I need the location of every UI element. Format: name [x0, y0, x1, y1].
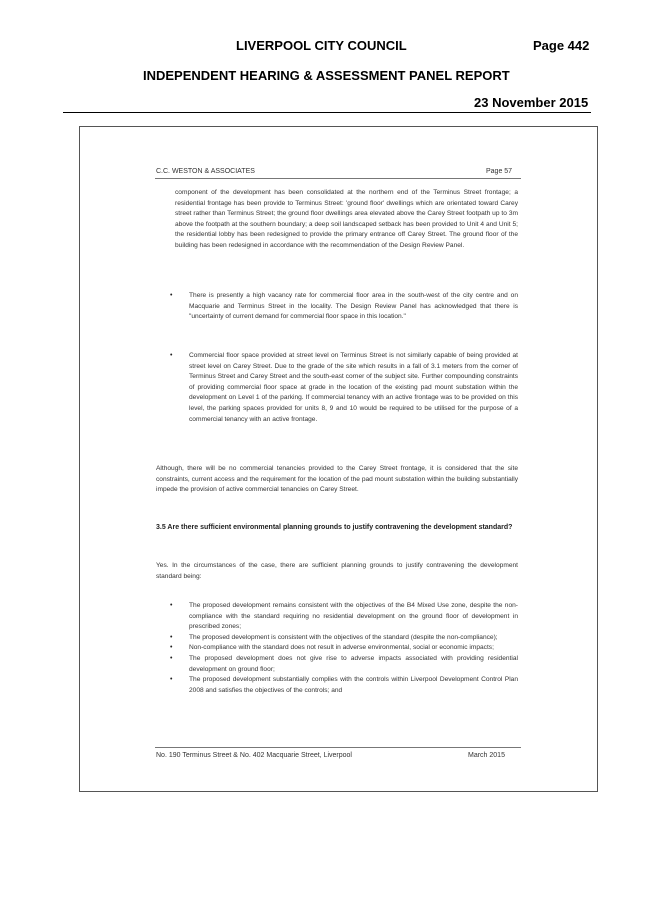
bullet-list-commercial [170, 351, 518, 425]
bullet-text: The proposed development substantially complies with the controls within Liverpool Development Control Plan 2008 and satisfies the objectives of the controls; and [189, 676, 518, 694]
bullet-text: The proposed development does not give rise to adverse impacts associated with providing residential development on ground floor; [189, 654, 518, 673]
bullet-item [170, 291, 518, 323]
council-name: LIVERPOOL CITY COUNCIL [236, 38, 407, 53]
bullet-text: The proposed development is consistent with the objectives of the standard (despite the non-compliance); [189, 633, 498, 641]
bullet-icon: • [170, 292, 173, 299]
bullet-icon: • [170, 352, 173, 359]
bullet-item [170, 601, 518, 633]
document-footer-divider [155, 747, 521, 748]
intro-paragraph: component of the development has been consolidated at the northern end of the Terminus Street frontage; a residential frontage has been provide to Terminus Street: 'ground floor' dwellings which are orientated toward Carey street rather than Terminus Street; the ground floor dwellings area elevated above the Carey Street footpath up to 3m above the footpath at the southern boundary; a deep soil landscaped setback has been provided to Unit 4 and Unit 5; the residential lobby has been redesigned to provide the primary entrance off Carey Street. The ground floor of the building has been redesigned in accordance with the recommendation of the Design Review Panel. [175, 189, 518, 249]
document-page-number: Page 57 [486, 168, 513, 175]
embedded-document-page [79, 126, 598, 792]
bullet-list-vacancy [170, 291, 518, 323]
report-title: INDEPENDENT HEARING & ASSESSMENT PANEL REPORT [143, 68, 510, 83]
bullet-item [170, 643, 518, 654]
paragraph-yes: Yes. In the circumstances of the case, there are sufficient planning grounds to justify contravening the development standard being: [156, 562, 518, 580]
section-heading-3-5: 3.5 Are there sufficient environmental planning grounds to justify contravening the development standard? [156, 524, 513, 531]
document-header-divider [155, 178, 521, 179]
bullet-text: Non-compliance with the standard does not result in adverse environmental, social or economic impacts; [189, 644, 494, 652]
bullet-icon: • [170, 644, 173, 652]
document-footer-date: March 2015 [468, 752, 505, 759]
document-footer-address: No. 190 Terminus Street & No. 402 Macquarie Street, Liverpool [156, 752, 352, 759]
header-divider [63, 112, 591, 113]
document-org: C.C. WESTON & ASSOCIATES [156, 168, 255, 175]
bullet-item [170, 351, 518, 425]
bullet-item [170, 654, 518, 675]
bullet-icon: • [170, 602, 173, 609]
bullet-text: Commercial floor space provided at street level on Terminus Street is not similarly capable of being provided at street level on Carey Street. Due to the grade of the site which results in a fall of 3.1 meters from the corner of Terminus Street and Carey Street and the south-east corner of the subject site. Further compounding constraints of providing commercial floor space at grade in the location of the existing pad mount substation within the development on Level 1 of the parking. If commercial tenancy with an active frontage was to be provided on this level, the parking spaces provided for units 8, 9 and 10 would be required to be utilised for the purpose of a commercial tenancy with an active frontage. [189, 352, 518, 423]
page-number: Page 442 [533, 38, 590, 53]
bullet-item [170, 633, 518, 644]
bullet-icon: • [170, 633, 173, 641]
bullet-text: The proposed development remains consistent with the objectives of the B4 Mixed Use zone, despite the non-compliance with the standard requiring no residential development on the ground floor of development in prescribed zones; [189, 602, 518, 631]
bullet-icon: • [170, 654, 173, 662]
bullet-icon: • [170, 676, 173, 684]
bullet-item [170, 675, 518, 696]
report-date: 23 November 2015 [474, 95, 589, 110]
bullet-list-grounds [170, 601, 518, 696]
bullet-text: There is presently a high vacancy rate for commercial floor area in the south-west of the city centre and on Macquarie and Terminus Street in the locality. The Design Review Panel has acknowledged that there is "uncertainty of current demand for commercial floor space in this location." [189, 292, 518, 321]
paragraph-although: Although, there will be no commercial tenancies provided to the Carey Street frontage, it is considered that the site constraints, current access and the requirement for the location of the pad mount substation within the building substantially impede the provision of active commercial tenancies on Carey Street. [156, 465, 518, 494]
